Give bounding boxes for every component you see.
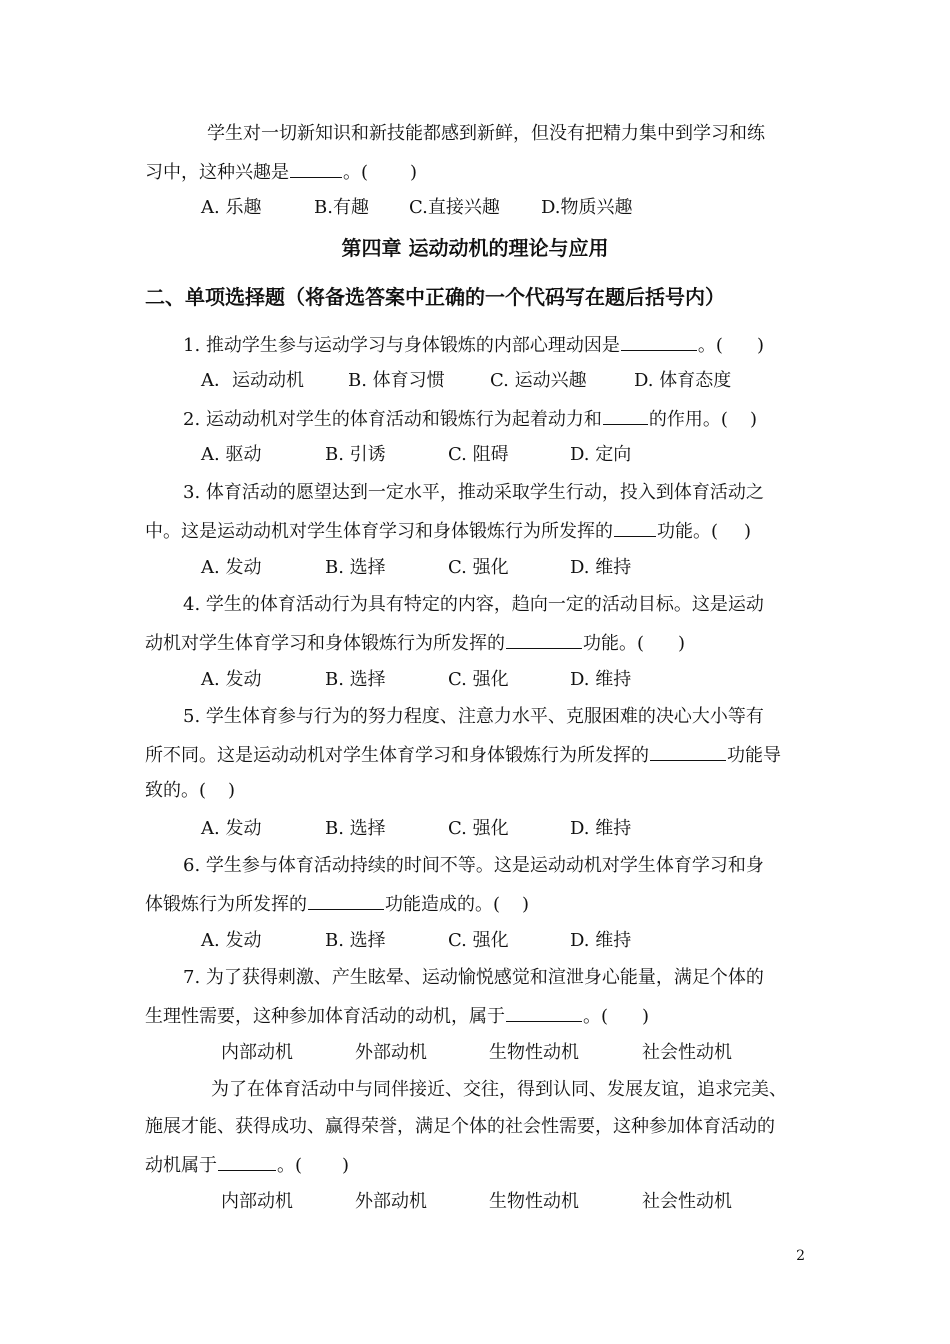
paren-close: ) (522, 894, 530, 915)
question-5-line3 (145, 779, 235, 803)
paren-close: ) (756, 335, 764, 356)
answer-blank (218, 1152, 276, 1171)
question-2 (183, 406, 757, 432)
question-text-part: 致的。( (145, 780, 207, 801)
question-text-part: 功能。( (657, 521, 719, 542)
option-a: A. 乐趣 (201, 197, 262, 218)
option-d: D. 定向 (570, 444, 632, 465)
question-text-part: 动机对学生体育学习和身体锻炼行为所发挥的 (145, 633, 505, 654)
option-c: C.直接兴趣 (409, 197, 500, 218)
option-d: D. 维持 (570, 930, 632, 951)
answer-blank (650, 742, 726, 761)
option-4: 社会性动机 (642, 1191, 732, 1212)
question-text-part: 1. 推动学生参与运动学习与身体锻炼的内部心理动因是 (183, 335, 620, 356)
question-text-part: 习中，这种兴趣是 (145, 162, 289, 183)
option-c: C. 强化 (448, 818, 509, 839)
question-7-line2 (145, 1003, 649, 1029)
question-text-part: 功能造成的。( (385, 894, 501, 915)
question-text-part: 动机属于 (145, 1155, 217, 1176)
question-4-line2 (145, 630, 685, 656)
option-b: B. 选择 (325, 557, 386, 578)
option-c: C. 运动兴趣 (490, 370, 587, 391)
question-text-part: 。( (277, 1155, 303, 1176)
answer-blank (506, 1003, 582, 1022)
question-8-line3 (145, 1152, 349, 1178)
question-text-part: 。( (697, 335, 723, 356)
answer-blank (290, 159, 342, 178)
option-3: 生物性动机 (489, 1191, 579, 1212)
question-8-line2: 施展才能、获得成功、赢得荣誉，满足个体的社会性需要，这种参加体育活动的 (145, 1116, 775, 1137)
option-c: C. 强化 (448, 669, 509, 690)
chapter-title: 第四章 运动动机的理论与应用 (341, 236, 609, 260)
question-text (145, 159, 417, 185)
option-1: 内部动机 (221, 1042, 293, 1063)
answer-blank (603, 406, 648, 425)
question-text-part: 。( (583, 1006, 609, 1027)
page-number: 2 (796, 1248, 805, 1264)
paren-close: ) (228, 780, 236, 801)
question-3-line2 (145, 518, 751, 544)
answer-blank (506, 630, 582, 649)
option-d: D.物质兴趣 (541, 197, 633, 218)
option-b: B. 选择 (325, 930, 386, 951)
question-5-line1: 5. 学生体育参与行为的努力程度、注意力水平、克服困难的决心大小等有 (183, 706, 764, 727)
option-2: 外部动机 (355, 1191, 427, 1212)
paren-close: ) (342, 1155, 350, 1176)
question-4-line1: 4. 学生的体育活动行为具有特定的内容，趋向一定的活动目标。这是运动 (183, 594, 764, 615)
question-text: 学生对一切新知识和新技能都感到新鲜，但没有把精力集中到学习和练 (207, 123, 765, 144)
question-text-part: 功能导 (727, 745, 781, 766)
option-b: B. 选择 (325, 669, 386, 690)
answer-blank (621, 332, 697, 351)
question-text-part: 所不同。这是运动动机对学生体育学习和身体锻炼行为所发挥的 (145, 745, 649, 766)
question-8-line1: 为了在体育活动中与同伴接近、交往，得到认同、发展友谊，追求完美、 (211, 1079, 787, 1100)
option-c: C. 强化 (448, 930, 509, 951)
option-b: B. 引诱 (325, 444, 386, 465)
option-d: D. 体育态度 (634, 370, 732, 391)
option-a: A. 发动 (201, 818, 262, 839)
paren-close: ) (410, 162, 418, 183)
option-c: C. 阻碍 (448, 444, 509, 465)
option-2: 外部动机 (355, 1042, 427, 1063)
option-a: A．运动动机 (201, 370, 304, 391)
question-text-part: 的作用。( (648, 409, 728, 430)
option-b: B. 体育习惯 (348, 370, 445, 391)
option-c: C. 强化 (448, 557, 509, 578)
paren-close: ) (749, 409, 757, 430)
paren-close: ) (642, 1006, 650, 1027)
option-a: A. 发动 (201, 669, 262, 690)
option-a: A. 驱动 (201, 444, 262, 465)
question-text-part: 生理性需要，这种参加体育活动的动机，属于 (145, 1006, 505, 1027)
question-7-line1: 7. 为了获得刺激、产生眩晕、运动愉悦感觉和渲泄身心能量，满足个体的 (183, 967, 764, 988)
section-title: 二、单项选择题（将备选答案中正确的一个代码写在题后括号内） (145, 285, 725, 309)
question-3-line1: 3. 体育活动的愿望达到一定水平，推动采取学生行动，投入到体育活动之 (183, 482, 764, 503)
question-6-line2 (145, 891, 529, 917)
option-4: 社会性动机 (642, 1042, 732, 1063)
option-d: D. 维持 (570, 818, 632, 839)
question-6-line1: 6. 学生参与体育活动持续的时间不等。这是运动动机对学生体育学习和身 (183, 855, 764, 876)
paren-close: ) (678, 633, 686, 654)
answer-blank (308, 891, 384, 910)
answer-blank (614, 518, 656, 537)
question-text-part: 。( (343, 162, 369, 183)
option-b: B.有趣 (314, 197, 369, 218)
question-text-part: 2. 运动动机对学生的体育活动和锻炼行为起着动力和 (183, 409, 602, 430)
option-1: 内部动机 (221, 1191, 293, 1212)
question-text-part: 体锻炼行为所发挥的 (145, 894, 307, 915)
option-a: A. 发动 (201, 557, 262, 578)
question-1 (183, 332, 764, 358)
option-d: D. 维持 (570, 669, 632, 690)
question-text-part: 中。这是运动动机对学生体育学习和身体锻炼行为所发挥的 (145, 521, 613, 542)
question-5-line2 (145, 742, 781, 768)
option-d: D. 维持 (570, 557, 632, 578)
paren-close: ) (744, 521, 752, 542)
option-b: B. 选择 (325, 818, 386, 839)
option-3: 生物性动机 (489, 1042, 579, 1063)
option-a: A. 发动 (201, 930, 262, 951)
question-text-part: 功能。( (583, 633, 645, 654)
